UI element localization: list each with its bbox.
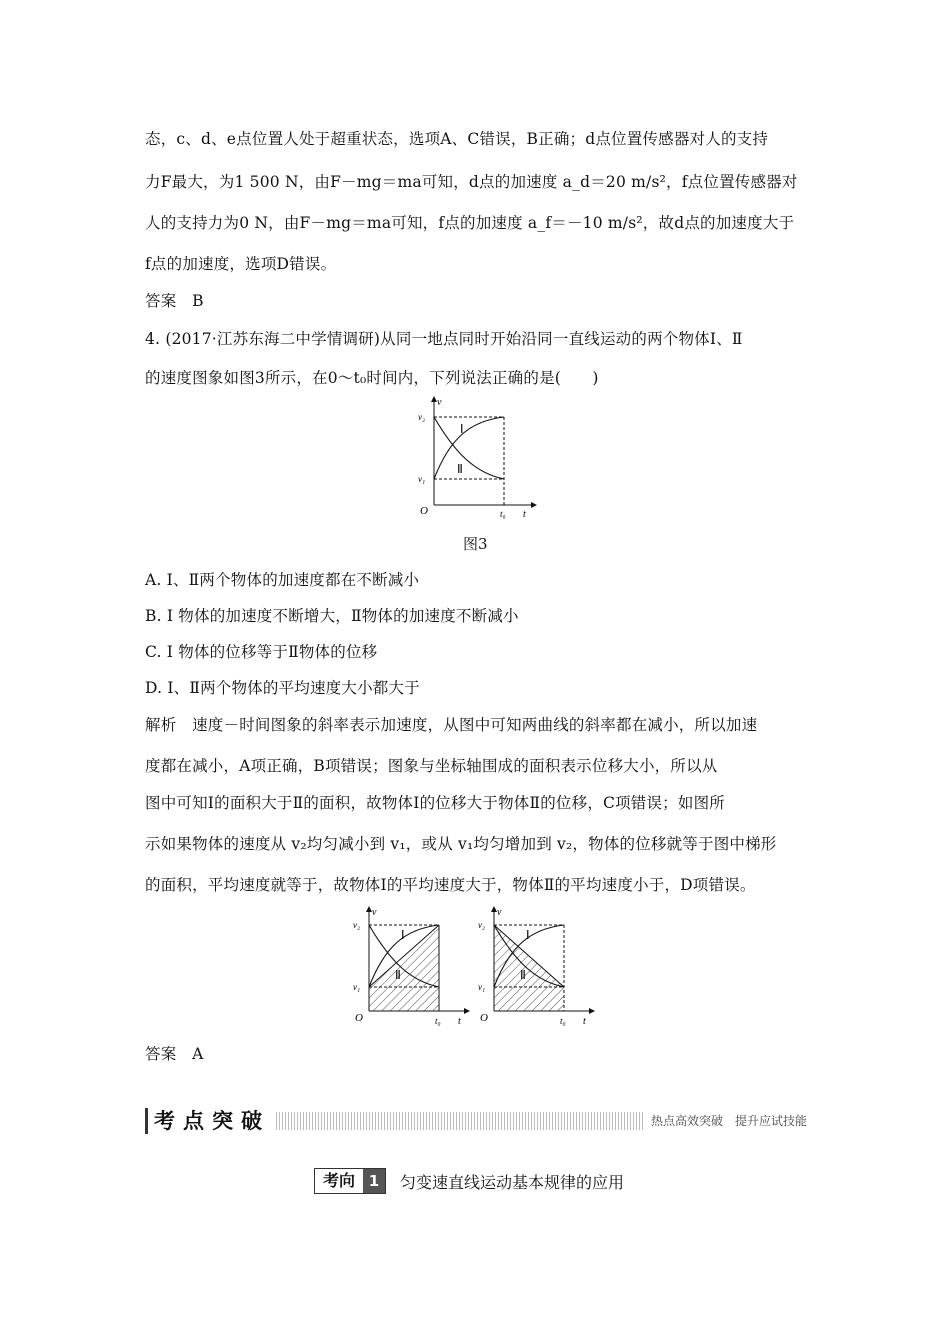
curve2-label: Ⅱ	[457, 462, 463, 476]
curve1-label: Ⅰ	[460, 422, 464, 436]
t0-label: t₀	[500, 509, 506, 519]
analysis-line: 示如果物体的速度从 v₂均匀减小到 v₁，或从 v₁均匀增加到 v₂，物体的位移就等于图中梯形	[145, 835, 777, 853]
analysis-line: 的面积，平均速度就等于，故物体Ⅰ的平均速度大于，物体Ⅱ的平均速度小于，D项错误。	[145, 876, 756, 894]
axis-label-v: v	[437, 397, 442, 408]
kaoxiang-number: 1	[363, 1169, 385, 1193]
option-b: B. Ⅰ 物体的加速度不断增大，Ⅱ物体的加速度不断减小	[145, 607, 519, 625]
answer-line: 答案 B	[145, 292, 204, 310]
kaoxiang-label: 考向	[322, 1171, 355, 1190]
figure-3-caption: 图3	[463, 535, 488, 553]
axis-label-v: v	[372, 907, 377, 918]
section-header	[145, 1108, 813, 1134]
axis-label-v: v	[497, 907, 502, 918]
analysis-figure-left	[345, 903, 475, 1028]
analysis-line: 解析 速度－时间图象的斜率表示加速度，从图中可知两曲线的斜率都在减小，所以加速	[145, 716, 758, 734]
option-a: A. Ⅰ、Ⅱ两个物体的加速度都在不断减小	[145, 571, 420, 589]
v1-label: v₁	[418, 474, 426, 484]
t0-label: t₀	[560, 1016, 566, 1026]
axis-label-t: t	[458, 1016, 461, 1027]
paragraph-line: 力F最大，为1 500 N，由F－mg＝ma可知，d点的加速度 a_d＝20 m/s²，f点位置传感器对	[145, 173, 798, 191]
kaoxiang-title: 匀变速直线运动基本规律的应用	[400, 1173, 625, 1192]
answer-line: 答案 A	[145, 1045, 204, 1063]
curve2-label: Ⅱ	[395, 968, 401, 982]
origin-label: O	[480, 1012, 488, 1024]
option-d: D. Ⅰ、Ⅱ两个物体的平均速度大小都大于	[145, 679, 420, 697]
axis-label-t: t	[583, 1016, 586, 1027]
section-subtitle: 热点高效突破 提升应试技能	[645, 1112, 813, 1130]
option-c: C. Ⅰ 物体的位移等于Ⅱ物体的位移	[145, 643, 378, 661]
paragraph-line: f点的加速度，选项D错误。	[145, 255, 337, 273]
question-line: 的速度图象如图3所示，在0～t₀时间内，下列说法正确的是( )	[145, 369, 599, 387]
curve1-label: Ⅰ	[526, 928, 530, 942]
t0-label: t₀	[435, 1016, 441, 1026]
analysis-line: 度都在减小，A项正确，B项错误；图象与坐标轴围成的面积表示位移大小，所以从	[145, 757, 718, 775]
question-line: 4. (2017·江苏东海二中学情调研)从同一地点同时开始沿同一直线运动的两个物体Ⅰ、Ⅱ	[145, 330, 743, 348]
v1-label: v₁	[478, 982, 486, 992]
curve1-label: Ⅰ	[401, 928, 405, 942]
figure-3	[410, 393, 540, 521]
paragraph-line: 人的支持力为0 N，由F－mg＝ma可知，f点的加速度 a_f＝－10 m/s²，故d点的加速度大于	[145, 214, 795, 232]
section-title: 考点突破	[145, 1108, 276, 1134]
kaoxiang-tag	[314, 1168, 386, 1194]
curve2-label: Ⅱ	[520, 968, 526, 982]
analysis-line: 图中可知Ⅰ的面积大于Ⅱ的面积，故物体Ⅰ的位移大于物体Ⅱ的位移，C项错误；如图所	[145, 794, 725, 812]
v2-label: v₂	[478, 920, 486, 930]
axis-label-t: t	[523, 509, 526, 520]
analysis-figure-right	[470, 903, 600, 1028]
paragraph-line: 态，c、d、e点位置人处于超重状态，选项A、C错误，B正确；d点位置传感器对人的支持	[145, 130, 769, 148]
v2-label: v₂	[353, 920, 361, 930]
origin-label: O	[420, 505, 428, 517]
v1-label: v₁	[353, 982, 361, 992]
v2-label: v₂	[418, 412, 426, 422]
origin-label: O	[355, 1012, 363, 1024]
